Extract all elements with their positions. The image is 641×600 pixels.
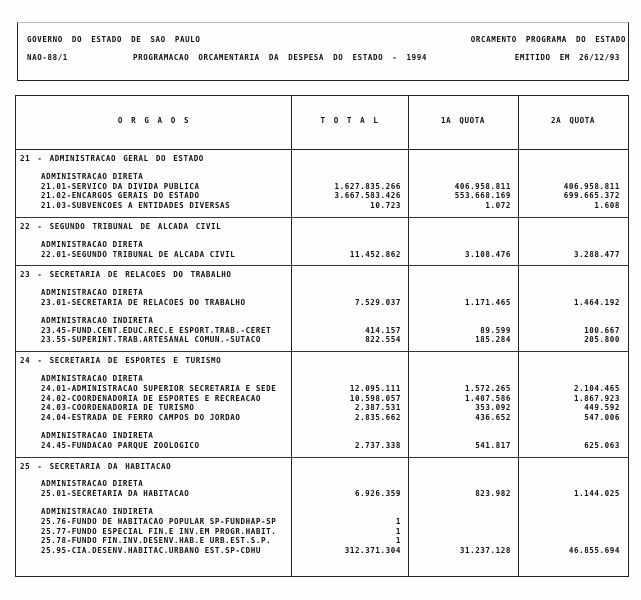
quota-1-value: 823.982 [475, 489, 511, 499]
quota-1-value: 185.284 [475, 335, 511, 345]
quota-1-value: 31.237.128 [459, 546, 511, 556]
group [16, 288, 628, 308]
quota-2-value: 1.464.192 [573, 297, 620, 307]
group-label-row [16, 172, 628, 182]
section-title: 21 - ADMINISTRACAO GERAL DO ESTADO [20, 154, 204, 163]
organ-name: 24.02-COORDENADORIA DE ESPORTES E RECREACAO [41, 393, 261, 403]
group [16, 374, 628, 423]
quota-2-value: 449.592 [584, 403, 620, 413]
organ-name: 24.03-COORDENADORIA DE TURISMO [41, 403, 195, 413]
total-value: 414.157 [365, 325, 401, 335]
section-header-row [16, 356, 628, 366]
table-row [16, 413, 628, 423]
group [16, 240, 628, 260]
table-row [16, 441, 628, 451]
quota-1-value: 553.668.169 [454, 191, 511, 201]
total-value: 1 [395, 536, 401, 546]
section [16, 457, 628, 562]
group-label-row [16, 374, 628, 384]
org-name: GOVERNO DO ESTADO DE SAO PAULO [27, 35, 201, 44]
total-value: 822.554 [365, 335, 401, 345]
quota-1-value: 353.092 [475, 403, 511, 413]
table-row [16, 536, 628, 546]
quota-2-value: 699.665.372 [563, 191, 620, 201]
quota-2-value: 100.667 [584, 325, 620, 335]
quota-2-value: 46.855.694 [568, 546, 620, 556]
col-total: T O T A L [320, 116, 379, 125]
total-value: 6.926.359 [354, 489, 401, 499]
issue-date: EMITIDO EM 26/12/93 [514, 53, 620, 62]
col-orgaos: O R G A O S [117, 116, 190, 125]
total-value: 2.835.662 [354, 413, 401, 423]
organ-name: 21.03-SUBVENCOES A ENTIDADES DIVERSAS [41, 201, 231, 211]
group-label-row [16, 431, 628, 441]
group [16, 316, 628, 345]
report-header-box [17, 22, 629, 81]
table-row [16, 384, 628, 394]
section-header-row [16, 222, 628, 232]
organ-name: 23.45-FUND.CENT.EDUC.REC.E ESPORT.TRAB.-CERET [41, 325, 272, 335]
table-row [16, 335, 628, 345]
total-value: 1 [395, 516, 401, 526]
group-label-row [16, 240, 628, 250]
organ-name: 24.01-ADMINISTRACAO SUPERIOR SECRETARIA E SEDE [41, 383, 277, 393]
table-row [16, 298, 628, 308]
quota-2-value: 547.006 [584, 413, 620, 423]
quota-1-value: 406.958.811 [454, 181, 511, 191]
organ-name: 24.45-FUNDACAO PARQUE ZOOLOGICO [41, 440, 200, 450]
quota-2-value: 205.800 [584, 335, 620, 345]
col-quota-1: 1A QUOTA [441, 116, 485, 125]
quota-2-value: 1.867.923 [573, 393, 620, 403]
quota-2-value: 1.608 [594, 201, 620, 211]
quota-1-value: 1.072 [485, 201, 511, 211]
table-row [16, 201, 628, 211]
quota-2-value: 1.144.025 [573, 489, 620, 499]
table-row [16, 191, 628, 201]
group-label: ADMINISTRACAO DIRETA [41, 373, 144, 383]
table-row [16, 546, 628, 556]
report-code: NAO-88/1 [27, 53, 68, 62]
group-label: ADMINISTRACAO INDIRETA [41, 506, 154, 516]
group-label: ADMINISTRACAO INDIRETA [41, 430, 154, 440]
section [16, 150, 628, 217]
group-label-row [16, 507, 628, 517]
total-value: 12.095.111 [349, 383, 401, 393]
organ-name: 25.76-FUNDO DE HABITACAO POPULAR SP-FUNDHAP-SP [41, 516, 277, 526]
organ-name: 23.55-SUPERINT.TRAB.ARTESANAL COMUN.-SUTACO [41, 335, 261, 345]
budget-table [15, 95, 629, 577]
total-value: 1 [395, 526, 401, 536]
quota-1-value: 1.171.465 [464, 297, 511, 307]
total-value: 7.529.037 [354, 297, 401, 307]
table-row [16, 326, 628, 336]
report-title: PROGRAMACAO ORCAMENTARIA DA DESPESA DO ESTADO - 1994 [133, 53, 427, 62]
report-type: ORCAMENTO PROGRAMA DO ESTADO [470, 35, 626, 44]
section-header-row [16, 270, 628, 280]
quota-1-value: 3.108.476 [464, 249, 511, 259]
table-row [16, 403, 628, 413]
table-header-row [16, 96, 628, 150]
total-value: 3.667.583.426 [334, 191, 401, 201]
total-value: 1.627.835.266 [334, 181, 401, 191]
table-row [16, 527, 628, 537]
table-row [16, 250, 628, 260]
quota-2-value: 3.288.477 [573, 249, 620, 259]
table-row [16, 182, 628, 192]
section-title: 24 - SECRETARIA DE ESPORTES E TURISMO [20, 356, 222, 366]
group-label: ADMINISTRACAO DIRETA [41, 288, 144, 298]
section-title: 22 - SEGUNDO TRIBUNAL DE ALCADA CIVIL [20, 221, 222, 231]
organ-name: 25.77-FUNDO ESPECIAL FIN.E INV.EM PROGR.HABIT. [41, 526, 277, 536]
quota-1-value: 89.599 [480, 325, 511, 335]
total-value: 10.723 [370, 201, 401, 211]
quota-1-value: 1.572.265 [464, 383, 511, 393]
section [16, 217, 628, 265]
section [16, 351, 628, 456]
quota-1-value: 541.817 [475, 440, 511, 450]
table-row [16, 517, 628, 527]
quota-2-value: 406.958.811 [563, 181, 620, 191]
group-label: ADMINISTRACAO DIRETA [41, 171, 144, 181]
organ-name: 25.78-FUNDO FIN.INV.DESENV.HAB.E URB.EST.S.P. [41, 536, 272, 546]
table-row [16, 394, 628, 404]
organ-name: 21.02-ENCARGOS GERAIS DO ESTADO [41, 191, 200, 201]
quota-1-value: 436.652 [475, 413, 511, 423]
section-header-row [16, 462, 628, 472]
group-label: ADMINISTRACAO INDIRETA [41, 315, 154, 325]
section-title: 25 - SECRETARIA DA HABITACAO [20, 461, 172, 471]
total-value: 10.598.057 [349, 393, 401, 403]
organ-name: 21.01-SERVICO DA DIVIDA PUBLICA [41, 181, 200, 191]
organ-name: 25.95-CIA.DESENV.HABITAC.URBANO EST.SP-CDHU [41, 546, 261, 556]
organ-name: 23.01-SECRETARIA DE RELACOES DO TRABALHO [41, 297, 246, 307]
group-label-row [16, 288, 628, 298]
total-value: 11.452.862 [349, 249, 401, 259]
total-value: 2.737.338 [354, 440, 401, 450]
quota-1-value: 1.407.586 [464, 393, 511, 403]
total-value: 2.387.531 [354, 403, 401, 413]
section-title: 23 - SECRETARIA DE RELACOES DO TRABALHO [20, 270, 232, 280]
section-header-row [16, 154, 628, 164]
col-quota-2: 2A QUOTA [551, 116, 595, 125]
table-body [16, 150, 628, 562]
group [16, 479, 628, 499]
group-label: ADMINISTRACAO DIRETA [41, 239, 144, 249]
organ-name: 25.01-SECRETARIA DA HABITACAO [41, 489, 190, 499]
organ-name: 24.04-ESTRADA DE FERRO CAMPOS DO JORDAO [41, 413, 241, 423]
organ-name: 22.01-SEGUNDO TRIBUNAL DE ALCADA CIVIL [41, 249, 236, 259]
quota-2-value: 625.063 [584, 440, 620, 450]
group-label-row [16, 316, 628, 326]
section [16, 265, 628, 351]
group [16, 172, 628, 211]
total-value: 312.371.304 [344, 546, 401, 556]
group-label-row [16, 479, 628, 489]
group [16, 431, 628, 451]
quota-2-value: 2.104.465 [573, 383, 620, 393]
table-row [16, 489, 628, 499]
group-label: ADMINISTRACAO DIRETA [41, 479, 144, 489]
group [16, 507, 628, 556]
